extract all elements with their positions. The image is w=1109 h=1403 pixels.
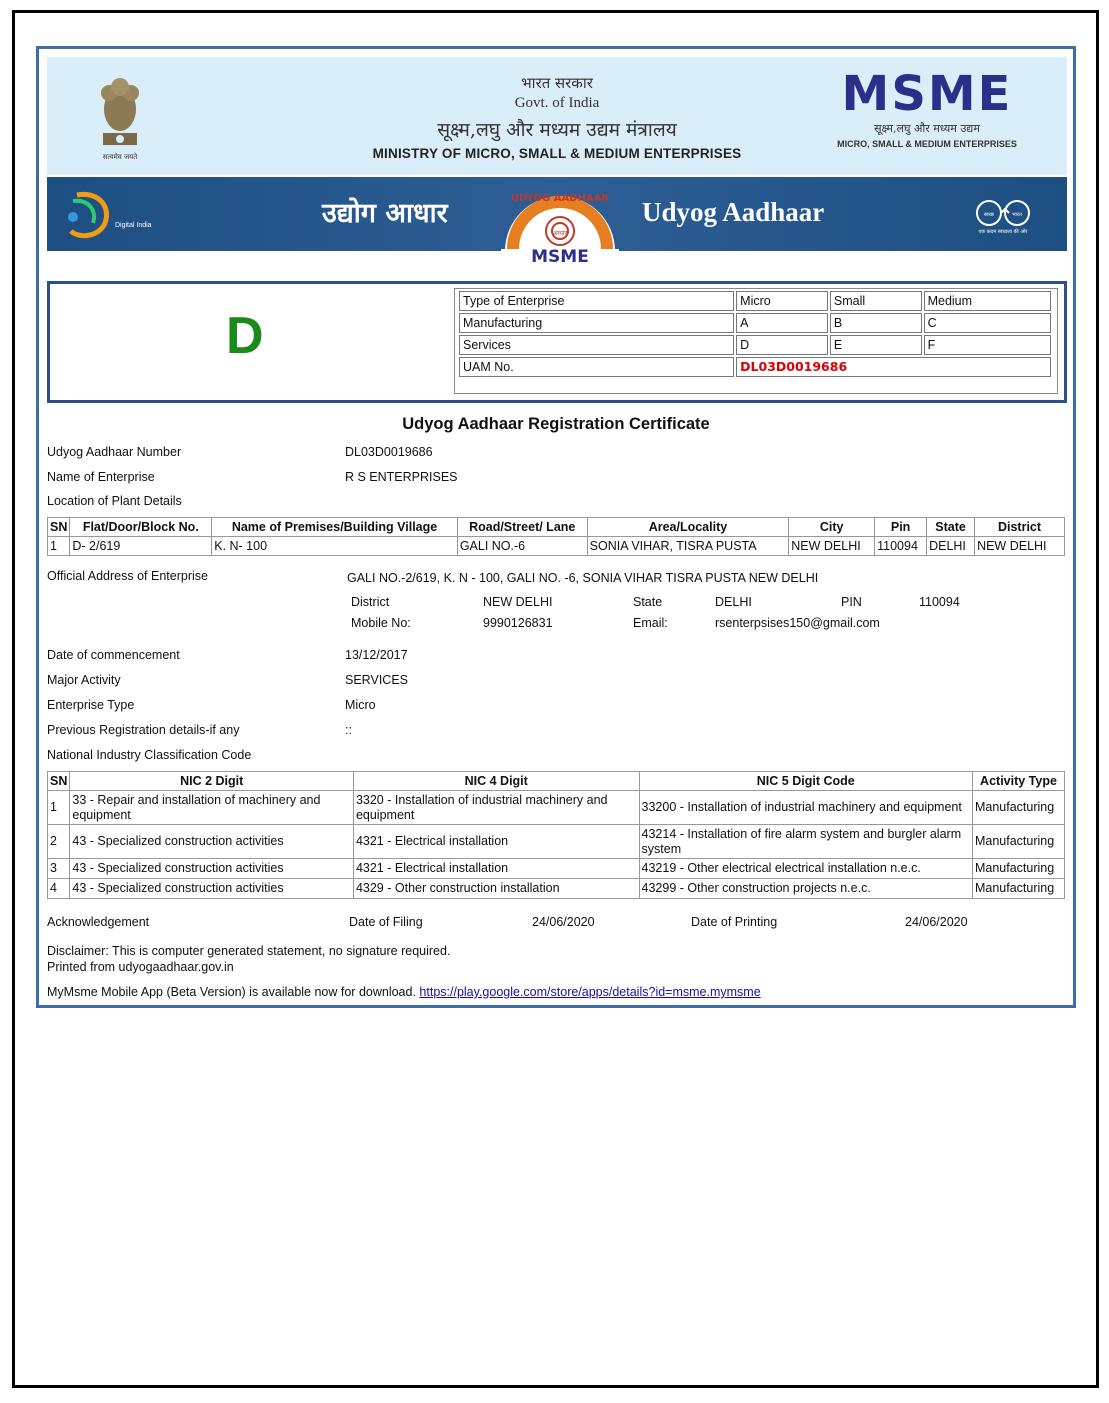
state-value: DELHI bbox=[715, 595, 752, 609]
table-header-row bbox=[48, 518, 1065, 537]
table-cell: 33 - Repair and installation of machinery and equipment bbox=[70, 791, 354, 825]
district-label: District bbox=[351, 595, 390, 609]
acknowledgement-label: Acknowledgement bbox=[47, 915, 150, 929]
app-notice bbox=[47, 985, 761, 999]
uam-label: UAM No. bbox=[459, 357, 734, 377]
nic-label: National Industry Classification Code bbox=[47, 748, 252, 762]
filing-date-label: Date of Filing bbox=[349, 915, 423, 929]
uan-label: Udyog Aadhaar Number bbox=[47, 445, 182, 459]
government-heading bbox=[347, 73, 767, 161]
enterprise-type-value: Micro bbox=[345, 698, 376, 712]
certificate bbox=[36, 46, 1076, 1008]
table-cell: C bbox=[924, 313, 1051, 333]
column-header: SN bbox=[48, 518, 70, 537]
column-header: State bbox=[927, 518, 975, 537]
table-cell: 43 - Specialized construction activities bbox=[70, 879, 354, 899]
table-cell: 2 bbox=[48, 825, 70, 859]
column-header: NIC 5 Digit Code bbox=[639, 772, 972, 791]
udyog-aadhaar-hindi: उद्योग आधार bbox=[322, 198, 448, 229]
column-header: Road/Street/ Lane bbox=[457, 518, 587, 537]
table-row bbox=[459, 291, 1051, 311]
app-notice-text: MyMsme Mobile App (Beta Version) is available now for download. bbox=[47, 985, 416, 999]
table-row bbox=[459, 357, 1051, 377]
email-label: Email: bbox=[633, 616, 668, 630]
table-row bbox=[459, 313, 1051, 333]
table-cell: 3320 - Installation of industrial machinery and equipment bbox=[353, 791, 639, 825]
table-row bbox=[48, 791, 1065, 825]
msme-logo-english: MICRO, SMALL & MEDIUM ENTERPRISES bbox=[837, 139, 1017, 149]
printed-from: Printed from udyogaadhaar.gov.in bbox=[47, 960, 234, 974]
swachh-left-text: स्वच्छ bbox=[983, 212, 995, 218]
column-header: Pin bbox=[875, 518, 927, 537]
table-cell: Manufacturing bbox=[972, 859, 1064, 879]
table-cell: Manufacturing bbox=[972, 791, 1064, 825]
table-cell: 43 - Specialized construction activities bbox=[70, 825, 354, 859]
column-header: Area/Locality bbox=[587, 518, 789, 537]
plant-location-label: Location of Plant Details bbox=[47, 494, 182, 508]
table-cell: A bbox=[736, 313, 828, 333]
table-row bbox=[48, 879, 1065, 899]
plant-location-table bbox=[47, 517, 1065, 556]
msme-logo-word: MSME bbox=[841, 66, 1013, 122]
table-cell: DELHI bbox=[927, 537, 975, 556]
table-row bbox=[48, 825, 1065, 859]
disclaimer: Disclaimer: This is computer generated statement, no signature required. bbox=[47, 944, 451, 958]
table-cell: 43214 - Installation of fire alarm system and burgler alarm system bbox=[639, 825, 972, 859]
mobile-label: Mobile No: bbox=[351, 616, 411, 630]
table-cell: Services bbox=[459, 335, 734, 355]
table-cell: 43 - Specialized construction activities bbox=[70, 859, 354, 879]
table-cell: 3 bbox=[48, 859, 70, 879]
table-cell: 43299 - Other construction projects n.e.c. bbox=[639, 879, 972, 899]
gov-hindi: भारत सरकार bbox=[521, 74, 593, 92]
table-cell: 4 bbox=[48, 879, 70, 899]
enterprise-type-label: Enterprise Type bbox=[47, 698, 135, 712]
udyog-aadhaar-banner bbox=[47, 177, 1067, 263]
gov-english: Govt. of India bbox=[514, 95, 600, 111]
table-cell: Manufacturing bbox=[459, 313, 734, 333]
official-address-line: GALI NO.-2/619, K. N - 100, GALI NO. -6, SONIA VIHAR TISRA PUSTA NEW DELHI bbox=[347, 571, 819, 585]
digital-india-logo-icon bbox=[59, 187, 169, 241]
table-cell: B bbox=[830, 313, 922, 333]
table-cell: NEW DELHI bbox=[789, 537, 875, 556]
nic-table bbox=[47, 771, 1065, 899]
column-header: Activity Type bbox=[972, 772, 1064, 791]
previous-registration-label: Previous Registration details-if any bbox=[47, 723, 240, 737]
seal-msme-text: MSME bbox=[531, 247, 589, 263]
district-value: NEW DELHI bbox=[483, 595, 553, 609]
app-download-link[interactable]: https://play.google.com/store/apps/details?id=msme.mymsme bbox=[419, 985, 761, 999]
table-cell: SONIA VIHAR, TISRA PUSTA bbox=[587, 537, 789, 556]
msme-logo bbox=[827, 66, 1027, 149]
swachh-right-text: भारत bbox=[1012, 212, 1022, 218]
emblem-caption: सत्यमेव जयते bbox=[102, 153, 138, 161]
table-cell: D- 2/619 bbox=[70, 537, 212, 556]
previous-registration-value: :: bbox=[345, 723, 352, 737]
commencement-label: Date of commencement bbox=[47, 648, 180, 662]
column-header: Name of Premises/Building Village bbox=[212, 518, 458, 537]
pin-value: 110094 bbox=[919, 595, 960, 609]
table-cell: 33200 - Installation of industrial machinery and equipment bbox=[639, 791, 972, 825]
filing-date-value: 24/06/2020 bbox=[532, 915, 595, 929]
swachh-bharat-logo-icon bbox=[965, 195, 1057, 235]
table-row bbox=[459, 335, 1051, 355]
major-activity-value: SERVICES bbox=[345, 673, 408, 687]
major-activity-label: Major Activity bbox=[47, 673, 121, 687]
swachh-caption: एक कदम स्वच्छता की ओर bbox=[978, 229, 1028, 235]
seal-aadhaar-text: आधार bbox=[553, 230, 567, 237]
table-cell: K. N- 100 bbox=[212, 537, 458, 556]
table-cell: 4321 - Electrical installation bbox=[353, 859, 639, 879]
column-header: Flat/Door/Block No. bbox=[70, 518, 212, 537]
column-header: NIC 4 Digit bbox=[353, 772, 639, 791]
enterprise-name-value: R S ENTERPRISES bbox=[345, 470, 458, 484]
digital-india-text: Digital India bbox=[115, 222, 152, 229]
table-cell: E bbox=[830, 335, 922, 355]
enterprise-type-letter: D bbox=[226, 307, 264, 365]
msme-logo-hindi: सूक्ष्म,लघु और मध्यम उद्यम bbox=[874, 122, 980, 135]
table-cell: 1 bbox=[48, 537, 70, 556]
enterprise-name-label: Name of Enterprise bbox=[47, 470, 155, 484]
enterprise-type-table bbox=[457, 289, 1053, 379]
table-cell: 4321 - Electrical installation bbox=[353, 825, 639, 859]
table-cell: F bbox=[924, 335, 1051, 355]
table-row bbox=[48, 537, 1065, 556]
table-cell: Manufacturing bbox=[972, 825, 1064, 859]
commencement-value: 13/12/2017 bbox=[345, 648, 408, 662]
column-header: NIC 2 Digit bbox=[70, 772, 354, 791]
udyog-aadhaar-seal-icon bbox=[495, 173, 625, 263]
printing-date-value: 24/06/2020 bbox=[905, 915, 968, 929]
table-cell: D bbox=[736, 335, 828, 355]
table-header-row bbox=[48, 772, 1065, 791]
column-header: SN bbox=[48, 772, 70, 791]
table-cell: Medium bbox=[924, 291, 1051, 311]
printing-date-label: Date of Printing bbox=[691, 915, 778, 929]
official-address-label: Official Address of Enterprise bbox=[47, 569, 208, 583]
column-header: City bbox=[789, 518, 875, 537]
ministry-hindi: सूक्ष्म,लघु और मध्यम उद्यम मंत्रालय bbox=[437, 119, 677, 141]
pin-label: PIN bbox=[841, 595, 862, 609]
table-cell: Micro bbox=[736, 291, 828, 311]
uan-value: DL03D0019686 bbox=[345, 445, 433, 459]
table-row bbox=[48, 859, 1065, 879]
table-cell: NEW DELHI bbox=[975, 537, 1065, 556]
table-cell: 1 bbox=[48, 791, 70, 825]
email-value: rsenterpsises150@gmail.com bbox=[715, 616, 880, 630]
enterprise-type-box bbox=[47, 281, 1067, 403]
national-emblem-icon bbox=[89, 71, 151, 163]
table-cell: Type of Enterprise bbox=[459, 291, 734, 311]
uam-number: DL03D0019686 bbox=[736, 357, 1051, 377]
table-cell: Small bbox=[830, 291, 922, 311]
header bbox=[47, 57, 1067, 175]
mobile-value: 9990126831 bbox=[483, 616, 553, 630]
table-cell: 110094 bbox=[875, 537, 927, 556]
table-cell: Manufacturing bbox=[972, 879, 1064, 899]
udyog-aadhaar-english: Udyog Aadhaar bbox=[642, 197, 825, 227]
enterprise-type-table-wrap bbox=[454, 288, 1058, 394]
state-label: State bbox=[633, 595, 663, 609]
table-cell: GALI NO.-6 bbox=[457, 537, 587, 556]
table-cell: 43219 - Other electrical electrical installation n.e.c. bbox=[639, 859, 972, 879]
certificate-title: Udyog Aadhaar Registration Certificate bbox=[402, 415, 710, 433]
table-cell: 4329 - Other construction installation bbox=[353, 879, 639, 899]
seal-top-text: UDYOG AADHAAR bbox=[510, 193, 610, 204]
column-header: District bbox=[975, 518, 1065, 537]
ministry-english: MINISTRY OF MICRO, SMALL & MEDIUM ENTERPRISES bbox=[372, 146, 742, 161]
